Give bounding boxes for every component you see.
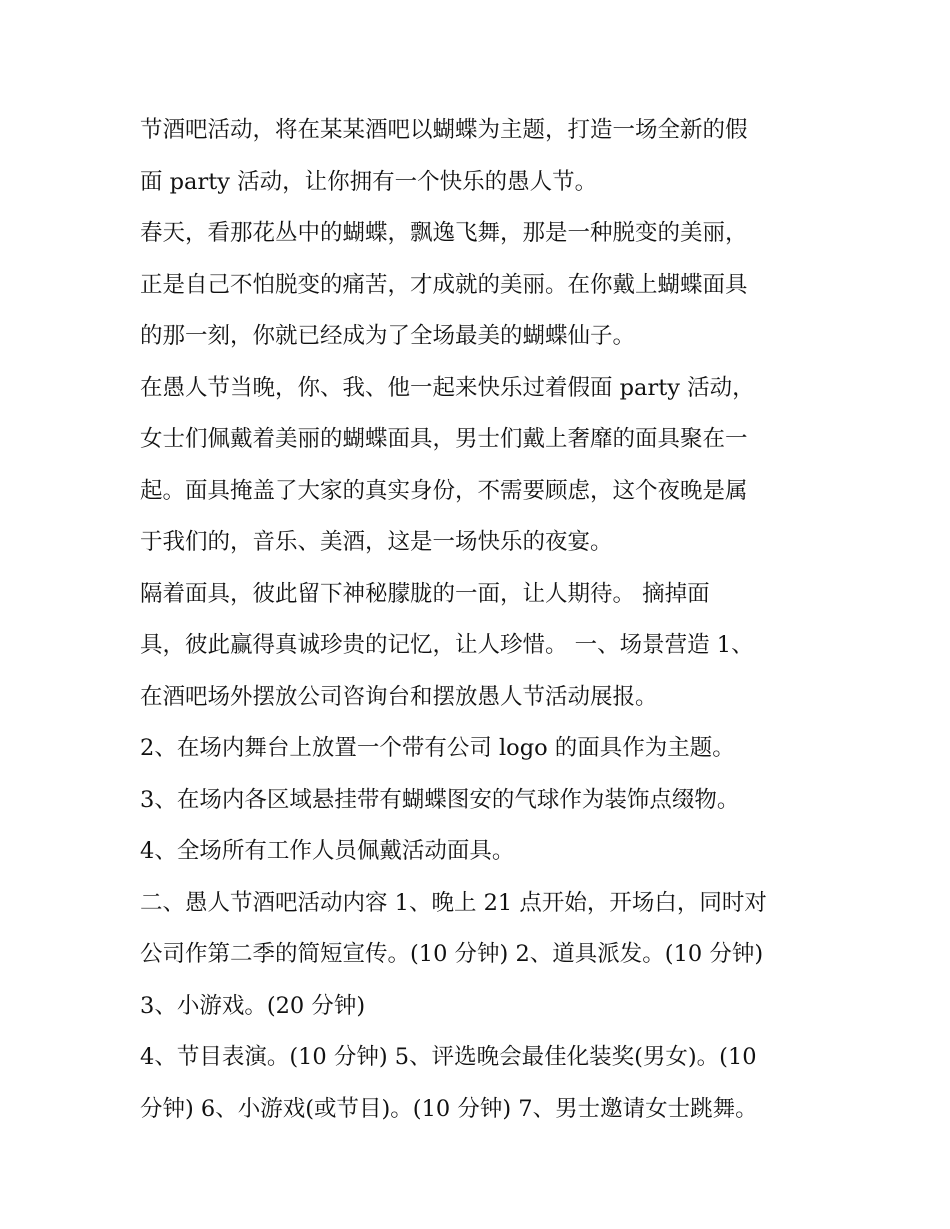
text-line: 在酒吧场外摆放公司咨询台和摆放愚人节活动展报。 xyxy=(140,683,658,710)
text-line: 4、全场所有工作人员佩戴活动面具。 xyxy=(140,838,515,864)
text-line: 节酒吧活动，将在某某酒吧以蝴蝶为主题，打造一场全新的假 xyxy=(140,117,748,143)
text-line: 2、在场内舞台上放置一个带有公司 logo 的面具作为主题。 xyxy=(140,735,735,761)
text-line: 春天，看那花丛中的蝴蝶，飘逸飞舞，那是一种脱变的美丽， xyxy=(140,220,748,246)
text-line: 面 party 活动，让你拥有一个快乐的愚人节。 xyxy=(140,168,598,195)
body-text xyxy=(140,105,820,1135)
text-line: 3、小游戏。(20 分钟) xyxy=(140,992,366,1019)
text-line: 女士们佩戴着美丽的蝴蝶面具，男士们戴上奢靡的面具聚在一 xyxy=(140,426,748,452)
text-line: 公司作第二季的简短宣传。(10 分钟) 2、道具派发。(10 分钟) xyxy=(140,941,764,967)
text-line: 分钟) 6、小游戏(或节目)。(10 分钟) 7、男士邀请女士跳舞。 xyxy=(140,1095,758,1122)
text-line: 的那一刻，你就已经成为了全场最美的蝴蝶仙子。 xyxy=(140,323,636,349)
text-line: 3、在场内各区域悬挂带有蝴蝶图安的气球作为装饰点缀物。 xyxy=(140,786,740,813)
text-line: 于我们的，音乐、美酒，这是一场快乐的夜宴。 xyxy=(140,529,613,555)
text-line: 正是自己不怕脱变的痛苦，才成就的美丽。在你戴上蝴蝶面具 xyxy=(140,271,748,298)
text-line: 具，彼此赢得真诚珍贵的记忆，让人珍惜。 一、场景营造 1、 xyxy=(140,632,754,658)
text-line: 4、节目表演。(10 分钟) 5、评选晚会最佳化装奖(男女)。(10 xyxy=(140,1044,757,1070)
text-line: 隔着面具，彼此留下神秘朦胧的一面，让人期待。 摘掉面 xyxy=(140,580,710,607)
text-line: 起。面具掩盖了大家的真实身份，不需要顾虑，这个夜晚是属 xyxy=(140,477,748,504)
text-line: 二、愚人节酒吧活动内容 1、晚上 21 点开始，开场白，同时对 xyxy=(140,889,767,916)
text-line: 在愚人节当晚，你、我、他一起来快乐过着假面 party 活动， xyxy=(140,374,755,401)
